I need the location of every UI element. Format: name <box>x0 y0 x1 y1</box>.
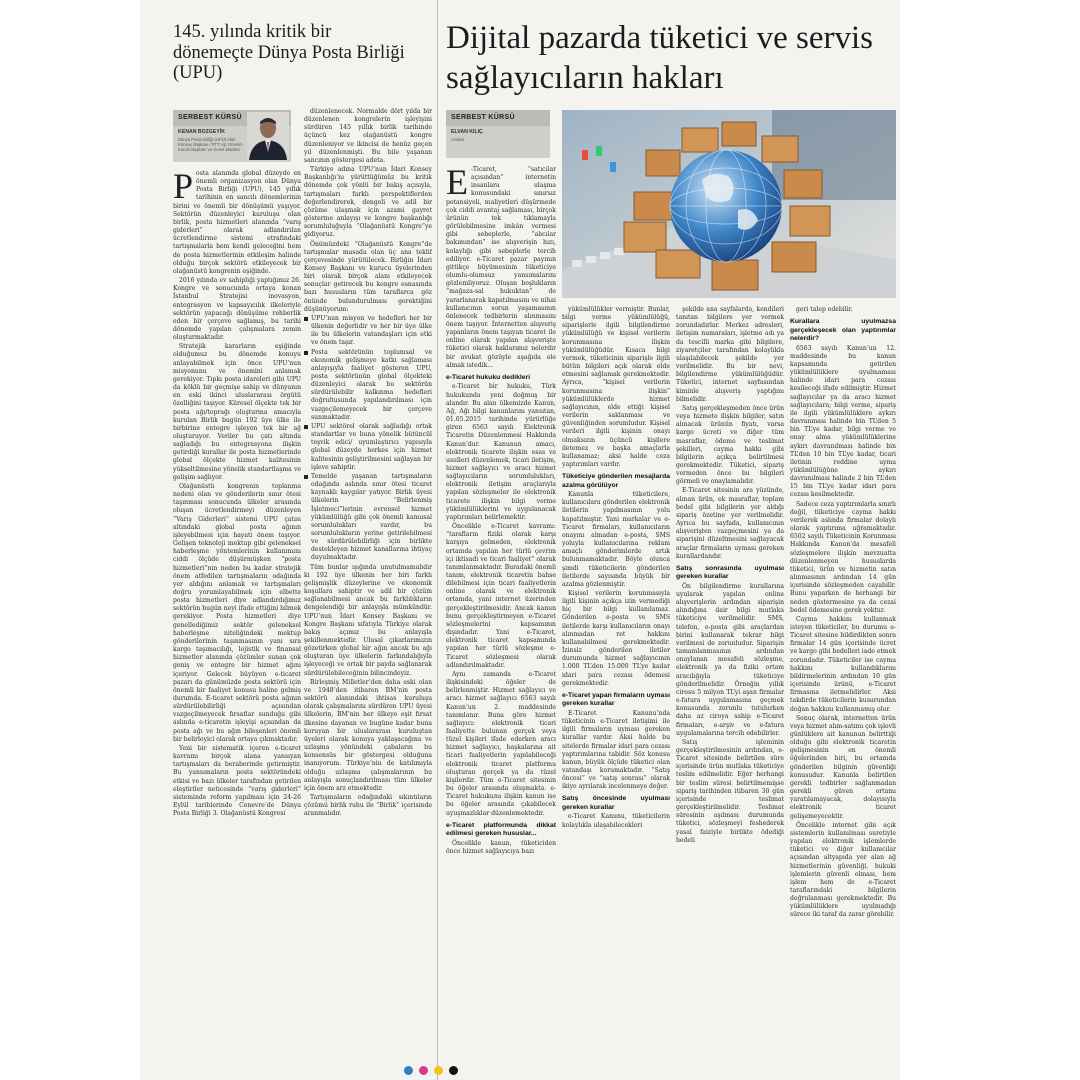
section-heading: e-Ticaret platformunda dikkat edilmesi gereken hususlar... <box>446 821 556 838</box>
right-article-headline: Dijital pazarda tüketici ve servis sağlayıcıların hakları <box>446 20 874 96</box>
article-photo <box>562 110 896 298</box>
paragraph: Tartışmaların odağındaki sıkıntıların çözümü birlik ruhu ile “Birlik” içerisinde aranmalıdır. <box>304 793 432 818</box>
paragraph-text: -Ticaret, “satıcılar açısından” internetin insanlara ulaşma konusundaki sınırsız potansiyeli, maliyetleri düşürmede çok ciddi avantaj sağlaması, birçok ürünün tek tıklamayla görülebilmesine imkân vermesi gibi sebeplerle, “alıcılar bakımından” ise alışverişin hızı, kolaylığı gibi sebeplerle tercih ediliyor. e-Ticaret pazar payının gittikçe büyümesinin tüketiciye olumlu-olumsuz yansımalarını gözlemliyoruz. Oluşan boşlukların “mağaza-sal hukuktan” de yararlanarak kapatılmasını ve nihai kullanıcının sorun yaşamasının önlenecek tedbirlerin alınmasını önem taşıyor. İnternetten alışveriş yapanların önem taşıyan ticaret ile online olarak yapılan alışverişte tüketici olarak haklarımız nelerdir bir avukat gözüyle aşağıda ele almak istedik... <box>446 166 556 369</box>
left-author-box <box>173 110 291 162</box>
bullet-item: Temelde yaşanan tartışmaların odağında aslında sınır ötesi ticaret kaynaklı kaygılar yatıyor. Birlik üyesi ülkelerin “Belirlenmiş İşletmeci”lerinin evrensel hizmet yükümlülüğü gibi çok önemli kamusal sorumlulukları vardır, bu sorumlulukların yerine getirilebilmesi ve sürdürülebilirliği için birlikte destekleyen hizmet kanallarına ihtiyaç duyulmaktadır. <box>304 473 432 563</box>
article-divider <box>437 0 438 1080</box>
left-column-2 <box>304 108 432 1070</box>
newspaper-page <box>140 0 900 1080</box>
paragraph <box>446 166 556 370</box>
paragraph: E-Ticaret sitesinin ara yüzünde, alınan ürün, ek masraflar, toplam bedel gibi bilgilerin yer aldığı sipariş özetine yer verilmelidir. Ayrıca bu sayfada, kullanıcının alışverişten vazgeçmesini ya da siparişini düzeltmesini sağlayacak araçlar firmaların uyması gereken kurallardandır. <box>676 487 784 560</box>
author-photo <box>247 112 289 160</box>
bullet-item: UPU’nun misyon ve hedefleri her bir ülkenin değerlidir ve her bir üye ülke ile bu ülkelerin vatandaşları için etki ve önem taşır. <box>304 315 432 348</box>
paragraph: Öncelikle kanun, tüketiciden önce hizmet sağlayıcıya bazı <box>446 839 556 855</box>
column-label: SERBEST KÜRSÜ <box>178 114 242 121</box>
dropcap: P <box>173 170 194 206</box>
paragraph: Stratejik kararların eşiğinde olduğumuz bu dönemde konuyu anlayabilmek için önce UPU’nun misyonunu ve önemini anlamak gerekiyor. Tıpkı posta idareleri gibi UPU da köklü bir geçmişe sahip ve dünyanın en eski ikinci uluslararası örgütü özelliğini taşıyor. Küresel ölçekte tek bir posta ağı/toprağı oluşturma amacıyla kurulan Birlik bugün 192 üye ülke ile birbirine entegre işleyen tek bir ağ oluşturuyor. Veriler bu çatı altında sağladığı bu entegrasyona ilişkin getirdiği kurallar ile posta hizmetlerinde global ölçekte hizmet kalitesinin yükseltilmesine yönelik standartlaşma ve gelişim sağlıyor. <box>173 343 301 481</box>
paragraph: Satış gerçekleşmeden önce ürün veya hizmete ilişkin bilgiler, satın alınacak ürünün fiyatı, varsa kargo ücreti ve diğer tüm masraflar, ödeme ve teslimat şekilleri, cayma hakkı gibi bilgilerin açıkça belirtilmesi gerekmektedir. Tüketici, sipariş vermeden önce bu bilgileri görmeli ve onaylamalıdır. <box>676 404 784 486</box>
section-heading: Tüketiciye gönderilen mesajlarda azalma görülüyor <box>562 473 670 489</box>
author-title: Avukat <box>451 137 464 142</box>
color-dot-magenta <box>419 1066 428 1075</box>
paragraph: E-Ticaret Kanunu’nda tüketicinin e-Ticaret iletişimi ile ilgili firmaların uyması gereken kurallar vardır. Aksi halde bu sitelerde firmalar idari para cezası yaptırımlarına tabidir. Söz konusu kanun, büyük ölçüde tüketici olan vatandaşı korumaktadır. “Satış öncesi” ve “satış sonrası” olarak ikiye ayrılarak incelenmeye değer. <box>562 709 670 791</box>
paragraph: Sonuç olarak, internetten ürün veya hizmet alım-satımı çok işlevli günlüklere ait kanunun belirttiği olduğu gibi elektronik ticaretin gelişmesinin en önemli öğelerinden biri, bu ortamda gönderilen bilginin güvenliği konusudur. Kanunla belirtilen gerekli tedbirler sağlanmadan gerekli güven ortamı yaratılamayacak, dolayısıyla elektronik ticaret gelişemeyecektir. <box>790 714 896 820</box>
left-article-headline: 145. yılında kritik bir dönemeçte Dünya Posta Birliği (UPU) <box>173 22 405 83</box>
paragraph: Aynı zamanda e-Ticaret ilişkisindeki öğeler de belirlenmiştir. Hizmet sağlayıcı ve aracı hizmet sağlayıcı 6563 sayılı Kanun’un 2. maddesinde tanımlanır. Buna göre hizmet sağlayıcı: elektronik ticari faaliyette bulunan gerçek veya tüzel kişileri ifade ederken aracı hizmet sağlayıcı, başkalarına ait ticari faaliyetlerin yapılabileceği elektronik ticaret platformu oluşturan gerçek ya da tüzel kişilerdir. Tüm e-Ticaret sitesinin bu öğeler arasında oluşmakta. e-Ticaret hukukuna ilişkin kanun ise bu öğeler arasında çıkabilecek uyuşmazlıklar düzenlemektedir. <box>446 670 556 817</box>
bullet-item: Posta sektörünün toplumsal ve ekonomik gelişmeye katkı sağlaması anlayışıyla faaliyet gösteren UPU, posta sektörünün global ölçekteki düzenleyici olarak bu sektörün sürdürülebilir kalkınma hedefleri doğrultusunda yapılandırılması için vazgeçilemeyecek bir çerçeve sunmaktadır. <box>304 349 432 422</box>
author-name: KENAN BOZGEYİK <box>178 129 225 135</box>
paragraph: e-Ticaret Kanunu, tüketicilerin kolaylıkla ulaşabilecekleri <box>562 813 670 829</box>
right-column-3 <box>676 306 784 1070</box>
right-column-2 <box>562 306 670 1070</box>
paragraph: Cayma hakkını kullanmak isteyen tüketiciler, bu durumu e-Ticaret sitesine bildirdikten sonra firmalar 14 gün içerisinde ücret ve kargo gibi bedelleri iade etmek zorundadır. Tüketiciler ise cayma hakkını kullandıklarını bildirmelerinin ardından 10 gün içerisinde ürünü, e-Ticaret firmasına iletmelidirler. Aksi takdirde tüketicilerin kusurundan doğan hakkını kullanmamış olur. <box>790 615 896 713</box>
paragraph: Ön bilgilendirme kurallarına uyularak yapılan online alışverişlerin ardından siparişin alındığına dair bilgi mutlaka tüketiciye verilmelidir. SMS, telefon, e-posta gibi araçlardan birini kullanarak tekrar bilgi verilmesi de zorunludur. Siparişin tamamlanmasının ardından onaylanan mesafeli sözleşme, elektronik ya da fiziki ortam aracılığıyla tüketiciye gönderilmelidir. Örneğin yıllık cirosu 5 milyon TL’yi aşan firmalar e-fatura uygulamasına geçmek konusunda zorunlu tutulurken daha az ciroya sahip e-Ticaret firmaları, e-arşiv ve e-fatura uygulamalarına tercih edebilirler. <box>676 582 784 737</box>
paragraph: Kişisel verilerin korunmasıyla ilgili kişinin açıkça izin vermediği hiç bir bilgi kullanılamaz. Gönderilen e-posta ve SMS iletilerde karşı kullanıcıların onayı alınmadan ret hakkını kullanabilmesi gerekmektedir. İzinsiz gönderilen iletiler durumunda hizmet sağlayıcının 1.000 TL’den 15.000 TL’ye kadar idari para cezası ödemesi gerekmektedir. <box>562 590 670 687</box>
paragraph: Sadece ceza yaptırımlarla sınırlı değil, tüketiciye cayma hakkı verilerek aslında firmalar dolaylı olarak yaptırıma uğramaktadır. 6502 sayılı Tüketicinin Korunması Hakkında Kanun’da mesafeli sözleşmelere ilişkin mevzuatta düzenlenmeyen hususlarda tüketici, ürün ve hizmetin satın alınmasının ardından 14 gün içerisinde sözleşmeden cayabilir. Bunu yaparken de herhangi bir neden göstermesine ya da cezai bedel ödemesine gerek yoktur. <box>790 500 896 614</box>
column-label: SERBEST KÜRSÜ <box>451 114 515 121</box>
dropcap: E <box>446 166 468 202</box>
paragraph: Kanunla tüketicilere, kullanıcılara gönderilen elektronik iletilerin yapılmasının yolu kapatılmıştır. Yani markalar ve e-Ticaret firmaları, kullanıcıların onayını almadan e-posta, SMS yoluyla kullanıcılarına reklam amaçlı gönderimlerde artık bulunmamaktadır. Böyle olunca şimdi tüketicilerin gönderilen iletilerde sayısında büyük bir azalma gözlenmiştir. <box>562 491 670 588</box>
paragraph: yükümlülükler vermiştir. Bunlar, bilgi verme yükümlülüğü, siparişlerle ilgili bilgilendirme yükümlülüğü ve kişisel verilerin korunmasına ilişkin yükümlülüğüdür. Kısaca bilgi vermek, tüketicinin siparişle ilgili bütün bilgileri açık olarak elde etmesini sağlamak gerekmektedir. Ayrıca, “kişisel verilerin korunmasına ilişkin” yükümlülüklerde hizmet sağlayıcının, elde ettiği kişisel verilerin saklanması ve güvenliğinden sorumludur. Kişisel verileri ilgili kişinin onayı olmaksızın üçüncü kişilere iletemez ve başka amaçlarla kullanamaz; aksi halde ceza yaptırımları vardır. <box>562 306 670 468</box>
section-heading: e-Ticaret hukuku dedikleri <box>446 373 531 381</box>
paragraph: Önümüzdeki “Olağanüstü Kongre”de tartışmalar masada olan üç ana teklif çerçevesinde yürütülecek. Birliğin İdari Konsey Başkanı ve kurucu üyelerinden biri olarak birçok alanı etkileyecek sonuçlar getirecek bu kongre esnasında bazı hususların tüm taraflarca göz önünde bulundurulması gerektiğini düşünüyorum: <box>304 240 432 313</box>
author-name: ELVAN KILIÇ <box>451 129 483 135</box>
section-heading: e-Ticaret yapan firmaların uyması gereken kurallar <box>562 691 670 708</box>
section-heading: Satış sonrasında uyulması gereken kurallar <box>676 564 784 581</box>
color-dot-yellow <box>434 1066 443 1075</box>
paragraph: Satış işleminin gerçekleştirilmesinin ardından, e-Ticaret sitesinde belirtilen süre içerisinde ürün mutlaka tüketiciye teslim edilmelidir. Eğer herhangi bir teslim süresi belirtilmemişse sipariş tarihinden itibaren 30 gün içerisinde teslimat gerçekleştirilmelidir. Teslimat süresinin aşılması durumunda tüketici, sözleşmeyi feshederek yasal faiziyle birlikte ödediği bedeli <box>676 738 784 844</box>
color-dot-blue <box>404 1066 413 1075</box>
paragraph: şekilde ana sayfalarda, kendileri tanıtan bilgilere yer vermek zorundadırlar. Merkez adresleri, iletişim numaraları, işletme adı ya da tescilli marka gibi bilgilere, ziyaretçiler tarafından kolaylıkla ulaşılabilecek şekilde yer verilmelidir. Bu bir nevi, bilgilendirme yükümlülüğüdür. Tüketici, internet sayfasından kiminle alışveriş yaptığını bilmelidir. <box>676 306 784 403</box>
right-column-4 <box>790 306 896 1070</box>
paragraph: Tüm bunlar ışığında unutulmamalıdır ki 192 üye ülkenin her biri farklı gelişmişlik düzeylerine ve ekonomik koşullara sahiptir ve adil bir çözüm sağlanabilmesi ancak bu farklılıkların dengelendiği bir anlayışla mümkündür. UPU’nun İdari Konsey Başkanı ve Kongre Başkanı sıfatıyla Türkiye olarak bakış açımız bu anlayışla şekillenmektedir. Ulusal çıkarlarımızın gözetirken global bir ağın ancak bu ağı oluşturan üye ülkelerin farkındalığıyla işleyeceği ve ortak bir payda sağlanarak sürdürülebileceğinin bilincindeyiz. <box>304 563 432 677</box>
bullet-item: UPU sektörel olarak sağladığı ortak standartlar ve buna yönelik bütüncül teşvik edici/ uyumlaştırıcı yapısıyla global düzeyde herkes için hizmet kalitesinin geliştirilmesini sağlayan bir işleve sahiptir. <box>304 423 432 472</box>
paragraph: Türkiye adına UPU’nun İdari Konsey Başkanlığı’nı yürüttüğümüz bu kritik dönemde çok yönlü bir bakış açısıyla, tartışmaları farklı perspektiflerden değerlendirerek, dengeli ve adil bir çözüme ulaşmak için azami gayret gösterme anlayışı ve kongre başkanlığı sorumluluğuyla “Olağanüstü Kongre”ye gidiyoruz. <box>304 166 432 239</box>
paragraph: düzenlenecek. Normalde dört yılda bir düzenlenen kongrelerin işleyişini sürdüren 145 yıllık birlik tarihinde üçüncü kez olağanüstü kongre düzenleniyor ve ikincisi de henüz geçen yıl düzenlenmişti. Bu bile yaşanan sancının göstergesi adeta. <box>304 108 432 164</box>
section-heading: Satış öncesinde uyulması gereken kurallar <box>562 795 670 811</box>
paragraph: geri talep edebilir. <box>796 306 853 313</box>
right-author-box <box>446 110 550 158</box>
section-heading: Kurallara uyulmazsa gerçekleşecek olan yaptırımlar nelerdir? <box>790 318 896 343</box>
paragraph: Yeni bir sistematik içeren e-ticaret kavramı birçok alana yansıyan tartışmaları da beraberinde getirmiştir. Bu yansımaların posta sektöründeki etkisi ve bazı ülkeler tarafından getirilen eleştiriler neticesinde “varış giderleri” sisteminde reform yapılması için 24-26 Eylül tarihlerinde Cenevre’de Dünya Posta Birliği 3. Olağanüstü Kongresi <box>173 744 301 818</box>
paragraph: e-Ticaret bir hukuku, Türk hukukunda yeni doğmuş bir alandır. Bu alan ülkemizde Kanun, Ağ, Ağı bilgi kanunlarını yansıtan, 01.05.2015 tarihinde yürürlüğe giren 6563 sayılı Elektronik Ticaretin Düzenlenmesi Hakkında Kanun’dur. Kanunun amacı, elektronik ticarete ilişkin esas ve usulleri düzenlemek, ticari iletişim, hizmet sağlayıcı ve aracı hizmet sağlayıcıların sorumlulukları, elektronik iletişim araçlarıyla yapılan sözleşmeler ile elektronik ticarete ilişkin bilgi verme yükümlülüklerini ve uygulanacak yaptırımları belirlemektir. <box>446 383 556 521</box>
paragraph: Öncelikle e-Ticaret kavramı: “tarafların fiziki olarak karşı karşıya gelmeden, elektronik ortamda yapılan her türlü çevrim içi iktisadi ve ticari faaliyet” olarak tanımlanmaktadır. Buradaki önemli tanım, elektronik ticaretin bahse dilebilmesi için ticari faaliyetlerin online olarak ve elektronik ortamda, yani internet üzerinden gerçekleştirilmesidir. Ancak kanun bunu gerçekleştirmeyen e-Ticaret sözleşmelerini kapsamının dışındadır. Yani e-Ticaret, elektronik ticaret kapsamında yapılan her türlü sözleşme e-Ticaret sözleşmesi olarak adlandırılmaktadır. <box>446 523 556 669</box>
right-column-1 <box>446 166 556 1070</box>
paragraph: Olağanüstü kongrenin toplanma nedeni olan ve gönderilerin sınır ötesi taşınması sonucunda ülkeler arasında oluşan ücretlendirmeyi düzenleyen “Varış Giderleri” sistemi UPU çatısı altındaki global posta ağının işleyebilmesi için hayati önem taşıyor. Gelişen teknoloji mektup gibi geleneksel haberleşme yöntemlerinin kullanımını ciddi ölçüde düşürmüşken “posta hizmetleri”nin neden bu kadar stratejik önem atfedilen tartışmaların odağında yer aldığını anlamak ve tartışmaları doğru yorumlayabilmek için elbette posta hizmetleri diye adlandırdığımız sektörün bugün neyi ifade ettiğini bilmek gerekiyor. Posta hizmetleri diye genellediğimiz sektör geleneksel haberleşme niteliğindeki mektup gönderilerinin taşınmasının yanı sıra kargo taşımacılığı, lojistik ve finansal hizmetler alanında çözümler sunan çok geniş ve entegre bir hizmet ağını içeriyor. Gelecek büyüyen e-ticaret pazarı da günümüzde posta sektörü için önemli bir faaliyet konusu haline gelmiş durumda. E-ticaret sektörü posta ağının sürdürülebilirliği açısından vazgeçilmeyecek fırsatlar sunduğu gibi aslında e-ticaretin işleyişi açısından da posta ağı ve bu ağın bileşenleri önemli bir belirleyici olarak ortaya çıkmaktadır. <box>173 482 301 743</box>
column-label-bar <box>446 110 550 126</box>
paragraph: 2016 yılında ev sahipliği yaptığımız 26. Kongre ve sonucunda ortaya konan İstanbul Stratejisi inovasyon, entegrasyon ve kapsayıcılık ilkeleriyle sektörün yapacağı dönüşüme rehberlik eden bir çerçeve sağlamış, bu tarihi dönemde yapılan çalışmalara zemin oluşturmaktadır. <box>173 277 301 342</box>
left-column-1 <box>173 170 301 1070</box>
paragraph: Birleşmiş Milletler’den daha eski olan ve 1948’den itibaren BM’nin posta sektörü alanındaki ihtisas kuruluşu olarak çalışmalarını sürdüren UPU üyesi ülkelerin, BM’nin her ülkeye eşit fırsat ilkesine dayanan ve bugüne kadar buna koruyan bir uluslararası kuruluştan üyeleri olarak konuya yaklaşacağına ve uzlaşma yönündeki çabaların bu konsensüs bir göstergesi olduğuna inanıyorum. Türkiye’nin de katılımıyla olduğu uzlaşma çalışmalarının bu anlayışla sonuçlandırılması tüm ülkeler için önem arz etmektedir. <box>304 678 432 792</box>
author-title: Dünya Posta Birliği (UPU) İdari Konsey Başkanı / PTT AŞ Yönetim Kurulu Başkanı ve Genel Müdürü <box>178 137 243 152</box>
color-dot-black <box>449 1066 458 1075</box>
paragraph: Öncelikle internet gibi açık sistemlerin kullanılması suretiyle yapılan elektronik işlemlerde tüketici ve diğer kullanıcılar açısından altyapıda yer alan ağ hizmetlerinin güvenliği, hukuki işlemlerin güvenli olması, hem işlem hem de e-Ticaret taraflarındaki bilgilerin doğrulanması gerekmektedir. Bu yükümlülüklere uyulmadığı sürece iki taraf da zarar görebilir. <box>790 821 896 919</box>
paragraph: osta alanında global düzeyde en önemli organizasyon olan Dünya Posta Birliği (UPU), 145 yıllık tarihinin en sancılı dönemlerinin birini ve önemli bir dönüşümü yaşıyor. Sektörün düzenleyici kuruluşu olan birlik, posta hizmetleri alanında “varış giderleri” olarak adlandırılan ücretlendirme sistemi etrafındaki tartışmalarla hem kendi geleceğini hem de posta hizmetlerinin etkileşim halinde olduğu birçok sektörü etkileyecek bir olağanüstü kongrenin eşiğinde. <box>173 170 301 275</box>
paragraph: 6563 sayılı Kanun’un 12. maddesinde bu kanun kapsamında getirilen yükümlülüklere uyulmaması halinde idari para cezası kesileceği ifade edilmiştir. Hizmet sağlayıcılar ya da aracı hizmet sağlayıcılara; bilgi verme, sipariş ile ilgili yükümlülüklere aykırı davranması halinde bin TL’den 5 bin TL’ye kadar, bilgi verme ve onay alma yükümlülüklerine aykırı davranılması halinde bin TL’den 10 bin TL’ye kadar, ticari iletinin reddine uyma yükümlülüğüne aykırı davranılması halinde 2 bin TL’den 15 bin TL’ye kadar idari para cezası kesilmektedir. <box>790 344 896 499</box>
